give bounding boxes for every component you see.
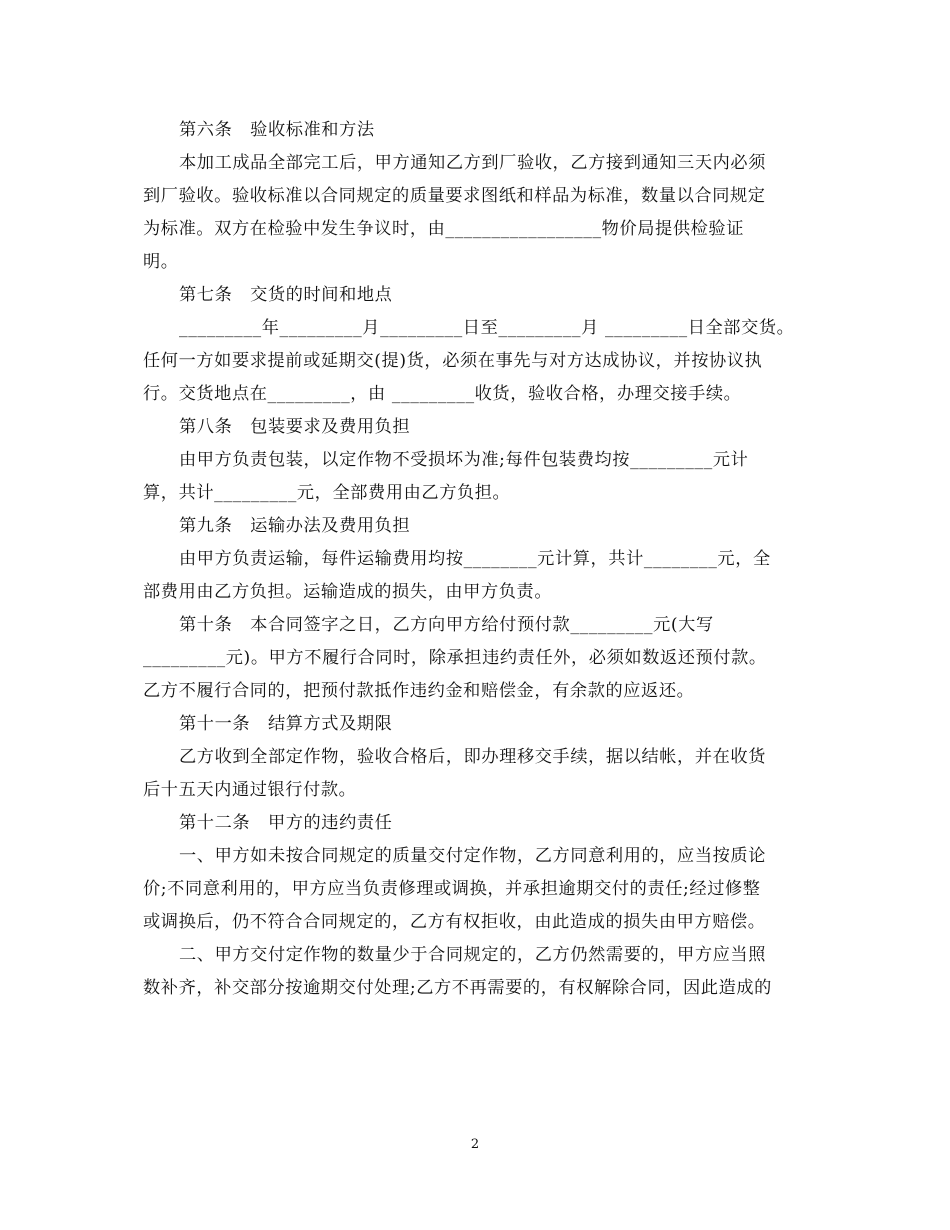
- paragraph-line: 价;不同意利用的，甲方应当负责修理或调换，并承担逾期交付的责任;经过修整: [143, 879, 761, 899]
- paragraph-line: 由甲方负责包装，以定作物不受损坏为准;每件包装费均按_________元计: [179, 450, 749, 470]
- paragraph-line: 一、甲方如未按合同规定的质量交付定作物，乙方同意利用的，应当按质论: [179, 846, 766, 866]
- paragraph-line: 任何一方如要求提前或延期交(提)货，必须在事先与对方达成协议，并按协议执: [143, 351, 763, 371]
- paragraph-line: 数补齐，补交部分按逾期交付处理;乙方不再需要的，有权解除合同，因此造成的: [143, 978, 772, 998]
- paragraph-line: 后十五天内通过银行付款。: [143, 780, 357, 800]
- paragraph-line: 算，共计_________元，全部费用由乙方负担。: [143, 483, 511, 503]
- paragraph-line: 由甲方负责运输，每件运输费用均按________元计算，共计________元，全: [179, 549, 771, 569]
- paragraph-line: 为标准。双方在检验中发生争议时，由_________________物价局提供检验证: [143, 219, 744, 239]
- paragraph-line: _________元)。甲方不履行合同时，除承担违约责任外，必须如数返还预付款。: [143, 648, 767, 668]
- article-8-heading: 第八条 包装要求及费用负担: [179, 417, 411, 437]
- page-number: 2: [470, 1137, 480, 1152]
- paragraph-line: 到厂验收。验收标准以合同规定的质量要求图纸和样品为标准，数量以合同规定: [143, 186, 766, 206]
- paragraph-line: 行。交货地点在_________，由 _________收货，验收合格，办理交接手续。: [143, 384, 742, 404]
- article-10-heading: 第十条 本合同签字之日，乙方向甲方给付预付款_________元(大写: [179, 615, 714, 635]
- paragraph-line: 乙方收到全部定作物，验收合格后，即办理移交手续，据以结帐，并在收货: [179, 747, 766, 767]
- paragraph-line: 部费用由乙方负担。运输造成的损失，由甲方负责。: [143, 582, 553, 602]
- article-11-heading: 第十一条 结算方式及期限: [179, 714, 393, 734]
- paragraph-line: 明。: [143, 252, 179, 272]
- contract-text: [143, 114, 803, 1005]
- paragraph-line: _________年_________月_________日至_________月 _________日全部交货。: [179, 318, 795, 338]
- paragraph-line: 或调换后，仍不符合合同规定的，乙方有权拒收，由此造成的损失由甲方赔偿。: [143, 912, 766, 932]
- article-9-heading: 第九条 运输办法及费用负担: [179, 516, 411, 536]
- article-12-heading: 第十二条 甲方的违约责任: [179, 813, 393, 833]
- paragraph-line: 二、甲方交付定作物的数量少于合同规定的，乙方仍然需要的，甲方应当照: [179, 945, 766, 965]
- paragraph-line: 乙方不履行合同的，把预付款抵作违约金和赔偿金，有余款的应返还。: [143, 681, 695, 701]
- article-6-heading: 第六条 验收标准和方法: [179, 120, 375, 140]
- paragraph-line: 本加工成品全部完工后，甲方通知乙方到厂验收，乙方接到通知三天内必须: [179, 153, 766, 173]
- article-7-heading: 第七条 交货的时间和地点: [179, 285, 393, 305]
